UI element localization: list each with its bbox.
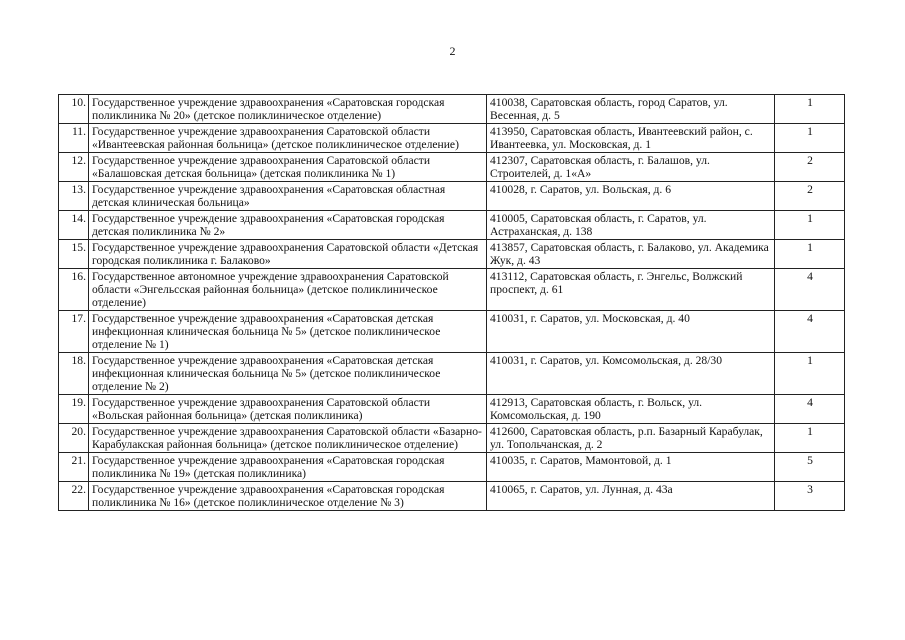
table-body — [59, 95, 845, 511]
quantity: 1 — [775, 240, 845, 269]
table-row — [59, 124, 845, 153]
institution-name: Государственное учреждение здравоохранения «Саратовская городская поликлиника № 20» (детское поликлиническое отделение) — [89, 95, 487, 124]
institution-address: 410035, г. Саратов, Мамонтовой, д. 1 — [487, 453, 775, 482]
institution-address: 410065, г. Саратов, ул. Лунная, д. 43а — [487, 482, 775, 511]
quantity: 1 — [775, 424, 845, 453]
table-row — [59, 395, 845, 424]
row-number: 18. — [59, 353, 89, 395]
row-number: 22. — [59, 482, 89, 511]
institution-name: Государственное учреждение здравоохранения «Саратовская городская детская поликлиника № 2» — [89, 211, 487, 240]
quantity: 3 — [775, 482, 845, 511]
institution-address: 410005, Саратовская область, г. Саратов, ул. Астраханская, д. 138 — [487, 211, 775, 240]
row-number: 19. — [59, 395, 89, 424]
table-row — [59, 269, 845, 311]
quantity: 1 — [775, 95, 845, 124]
institution-name: Государственное учреждение здравоохранения «Саратовская городская поликлиника № 16» (детское поликлиническое отделение № 3) — [89, 482, 487, 511]
institution-name: Государственное учреждение здравоохранения Саратовской области «Детская городская поликлиника г. Балаково» — [89, 240, 487, 269]
institution-name: Государственное автономное учреждение здравоохранения Саратовской области «Энгельсская районная больница» (детское поликлиническое отделение) — [89, 269, 487, 311]
row-number: 21. — [59, 453, 89, 482]
table-row — [59, 211, 845, 240]
institution-name: Государственное учреждение здравоохранения «Саратовская детская инфекционная клиническая больница № 5» (детское поликлиническое отделение № 2) — [89, 353, 487, 395]
table-row — [59, 453, 845, 482]
table-row — [59, 424, 845, 453]
row-number: 12. — [59, 153, 89, 182]
institutions-table — [58, 94, 845, 511]
quantity: 1 — [775, 211, 845, 240]
row-number: 10. — [59, 95, 89, 124]
institution-name: Государственное учреждение здравоохранения «Саратовская городская поликлиника № 19» (детская поликлиника) — [89, 453, 487, 482]
institution-name: Государственное учреждение здравоохранения «Саратовская детская инфекционная клиническая больница № 5» (детское поликлиническое отделение № 1) — [89, 311, 487, 353]
institution-address: 410031, г. Саратов, ул. Московская, д. 40 — [487, 311, 775, 353]
institution-address: 410028, г. Саратов, ул. Вольская, д. 6 — [487, 182, 775, 211]
institution-address: 413950, Саратовская область, Ивантеевский район, с. Ивантеевка, ул. Московская, д. 1 — [487, 124, 775, 153]
row-number: 14. — [59, 211, 89, 240]
institution-address: 413857, Саратовская область, г. Балаково, ул. Академика Жук, д. 43 — [487, 240, 775, 269]
institution-name: Государственное учреждение здравоохранения «Саратовская областная детская клиническая больница» — [89, 182, 487, 211]
quantity: 1 — [775, 124, 845, 153]
institution-address: 412600, Саратовская область, р.п. Базарный Карабулак, ул. Топольчанская, д. 2 — [487, 424, 775, 453]
table-row — [59, 95, 845, 124]
quantity: 4 — [775, 269, 845, 311]
table-row — [59, 182, 845, 211]
table-row — [59, 240, 845, 269]
quantity: 2 — [775, 153, 845, 182]
row-number: 17. — [59, 311, 89, 353]
table-row — [59, 311, 845, 353]
institution-address: 413112, Саратовская область, г. Энгельс, Волжский проспект, д. 61 — [487, 269, 775, 311]
table-row — [59, 153, 845, 182]
row-number: 11. — [59, 124, 89, 153]
quantity: 5 — [775, 453, 845, 482]
institution-address: 410031, г. Саратов, ул. Комсомольская, д. 28/30 — [487, 353, 775, 395]
quantity: 1 — [775, 353, 845, 395]
institution-address: 412913, Саратовская область, г. Вольск, ул. Комсомольская, д. 190 — [487, 395, 775, 424]
quantity: 2 — [775, 182, 845, 211]
institution-address: 410038, Саратовская область, город Саратов, ул. Весенная, д. 5 — [487, 95, 775, 124]
row-number: 15. — [59, 240, 89, 269]
row-number: 20. — [59, 424, 89, 453]
quantity: 4 — [775, 311, 845, 353]
table-row — [59, 353, 845, 395]
row-number: 16. — [59, 269, 89, 311]
page-number: 2 — [449, 44, 456, 58]
quantity: 4 — [775, 395, 845, 424]
institution-name: Государственное учреждение здравоохранения Саратовской области «Ивантеевская районная больница» (детское поликлиническое отделение) — [89, 124, 487, 153]
institution-name: Государственное учреждение здравоохранения Саратовской области «Вольская районная больница» (детская поликлиника) — [89, 395, 487, 424]
institution-name: Государственное учреждение здравоохранения Саратовской области «Балашовская детская больница» (детская поликлиника № 1) — [89, 153, 487, 182]
institution-address: 412307, Саратовская область, г. Балашов, ул. Строителей, д. 1«А» — [487, 153, 775, 182]
row-number: 13. — [59, 182, 89, 211]
table-row — [59, 482, 845, 511]
institution-name: Государственное учреждение здравоохранения Саратовской области «Базарно-Карабулакская районная больница» (детское поликлиническое отделение) — [89, 424, 487, 453]
